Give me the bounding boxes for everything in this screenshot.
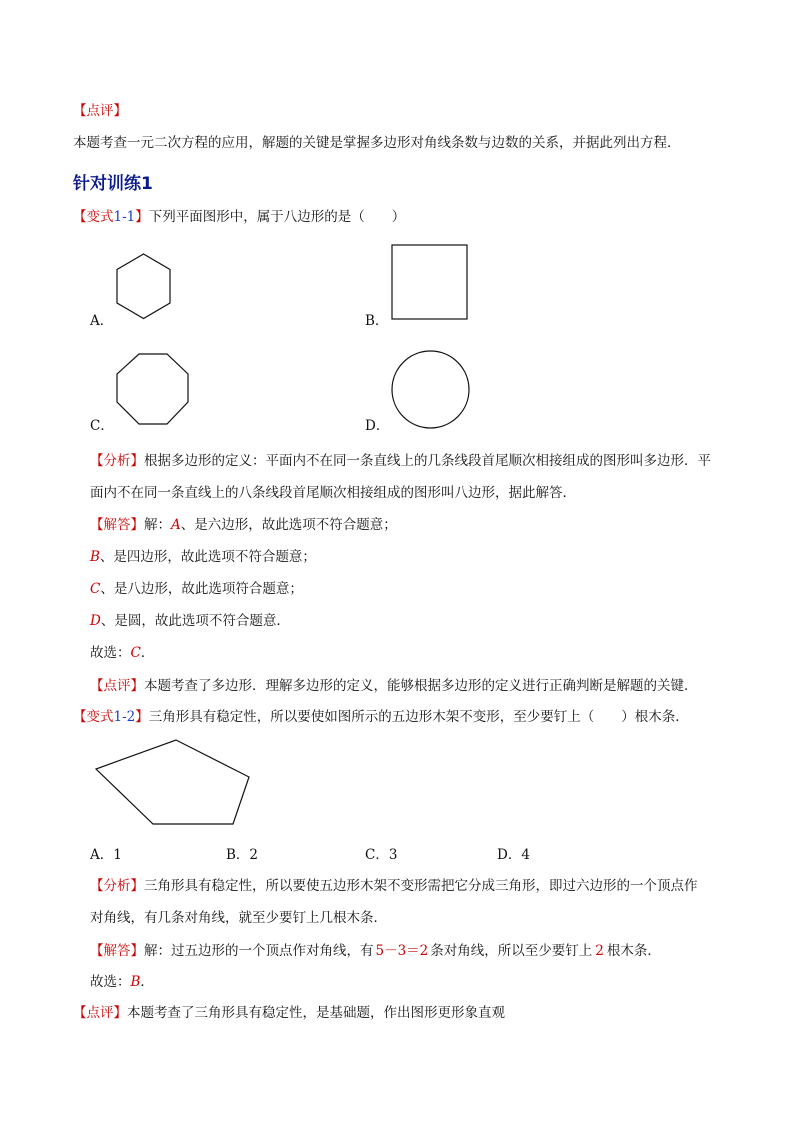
review-text: 本题考查了多边形．理解多边形的定义，能够根据多边形的定义进行正确判断是解题的关键． [144,678,698,694]
choice-prefix: 故选： [90,645,131,661]
question-text: 下列平面图形中，属于八边形的是（ ） [148,209,406,225]
review-label: 【点评】 [73,103,127,119]
choice-line [90,972,154,992]
answer-letter: D [90,613,101,629]
answer-letter: B [90,549,100,565]
choice-letter: C [130,645,141,661]
review-text: 本题考查了三角形具有稳定性，是基础题，作出图形更形象直观 [127,1005,505,1021]
option-letter: D． [497,847,522,863]
question-1-1-stem [73,207,405,227]
answer-text: 条对角线，所以至少要钉上 [430,943,593,959]
answer-letter: C [90,581,101,597]
answer-text: 、是圆，故此选项不符合题意． [100,613,290,629]
answer-text: 根木条． [606,943,661,959]
review-text: 本题考查一元二次方程的应用，解题的关键是掌握多边形对角线条数与边数的关系，并据此列出方程． [73,135,681,151]
option-value: 3 [388,847,398,863]
analysis-label: 【分析】 [90,878,144,894]
option-letter: B． [226,847,250,863]
question-1-2-stem [73,707,689,727]
answer-line-4 [90,611,290,631]
answer-number: 2 [595,943,604,959]
analysis-line-2: 对角线，有几条对角线，就至少要钉上几根木条． [90,910,387,926]
review-line [90,676,698,696]
review-line [73,1003,505,1023]
answer-text: 解：过五边形的一个顶点作对角线，有 [144,943,374,959]
review-label: 【点评】 [73,1005,127,1021]
analysis-line-2: 面内不在同一条直线上的八条线段首尾顺次相接组成的图形叫八边形，据此解答． [90,485,576,501]
choice-prefix: 故选： [90,974,131,990]
answer-prefix: 解： [144,517,171,533]
answer-line-1 [90,515,397,535]
analysis-line-1 [90,451,711,471]
answer-letter: A [171,517,181,533]
choice-end: ． [140,974,154,990]
option-a [90,845,122,865]
pentagon-figure [96,740,250,826]
section-title: 针对训练1 [73,174,153,194]
option-d [497,845,530,865]
review-label: 【点评】 [90,678,144,694]
variant-number: 1-2 [113,709,136,725]
option-c-label: C． [90,418,114,434]
option-b [226,845,258,865]
option-value: 4 [521,847,530,863]
variant-tag-end: 】 [135,709,149,725]
hexagon-figure [117,254,171,320]
option-d-label: D． [365,418,390,434]
analysis-line-1 [90,876,698,896]
analysis-label: 【分析】 [90,453,144,469]
choice-end: ． [140,645,155,661]
variant-tag: 【变式 [73,709,114,725]
answer-text: 、是八边形，故此选项符合题意； [100,581,303,597]
option-b-label: B． [365,313,389,329]
circle-figure [391,350,471,430]
answer-line-3 [90,579,303,599]
octagon-figure [117,354,189,426]
answer-line [90,941,661,961]
analysis-text: 三角形具有稳定性，所以要使五边形木架不变形需把它分成三角形，即过六边形的一个顶点作 [144,878,698,894]
variant-tag: 【变式 [73,209,114,225]
variant-number: 1-1 [113,209,136,225]
choice-line [90,643,154,663]
analysis-text: 根据多边形的定义：平面内不在同一条直线上的几条线段首尾顺次相接组成的图形叫多边形．平 [144,453,711,469]
answer-text: 、是四边形，故此选项不符合题意； [99,549,316,565]
square-figure [392,245,468,321]
option-c [365,845,397,865]
question-text: 三角形具有稳定性，所以要使如图所示的五边形木架不变形，至少要钉上（ ）根木条． [148,709,689,725]
option-value: 1 [113,847,122,863]
option-letter: C． [365,847,389,863]
answer-math: 5－3＝2 [375,943,429,959]
answer-line-2 [90,547,316,567]
option-letter: A． [90,847,114,863]
option-value: 2 [249,847,259,863]
answer-text: 、是六边形，故此选项不符合题意； [180,517,397,533]
option-a-label: A． [90,313,114,329]
variant-tag-end: 】 [135,209,149,225]
choice-letter: B [130,974,141,990]
answer-label: 【解答】 [90,943,144,959]
answer-label: 【解答】 [90,517,144,533]
